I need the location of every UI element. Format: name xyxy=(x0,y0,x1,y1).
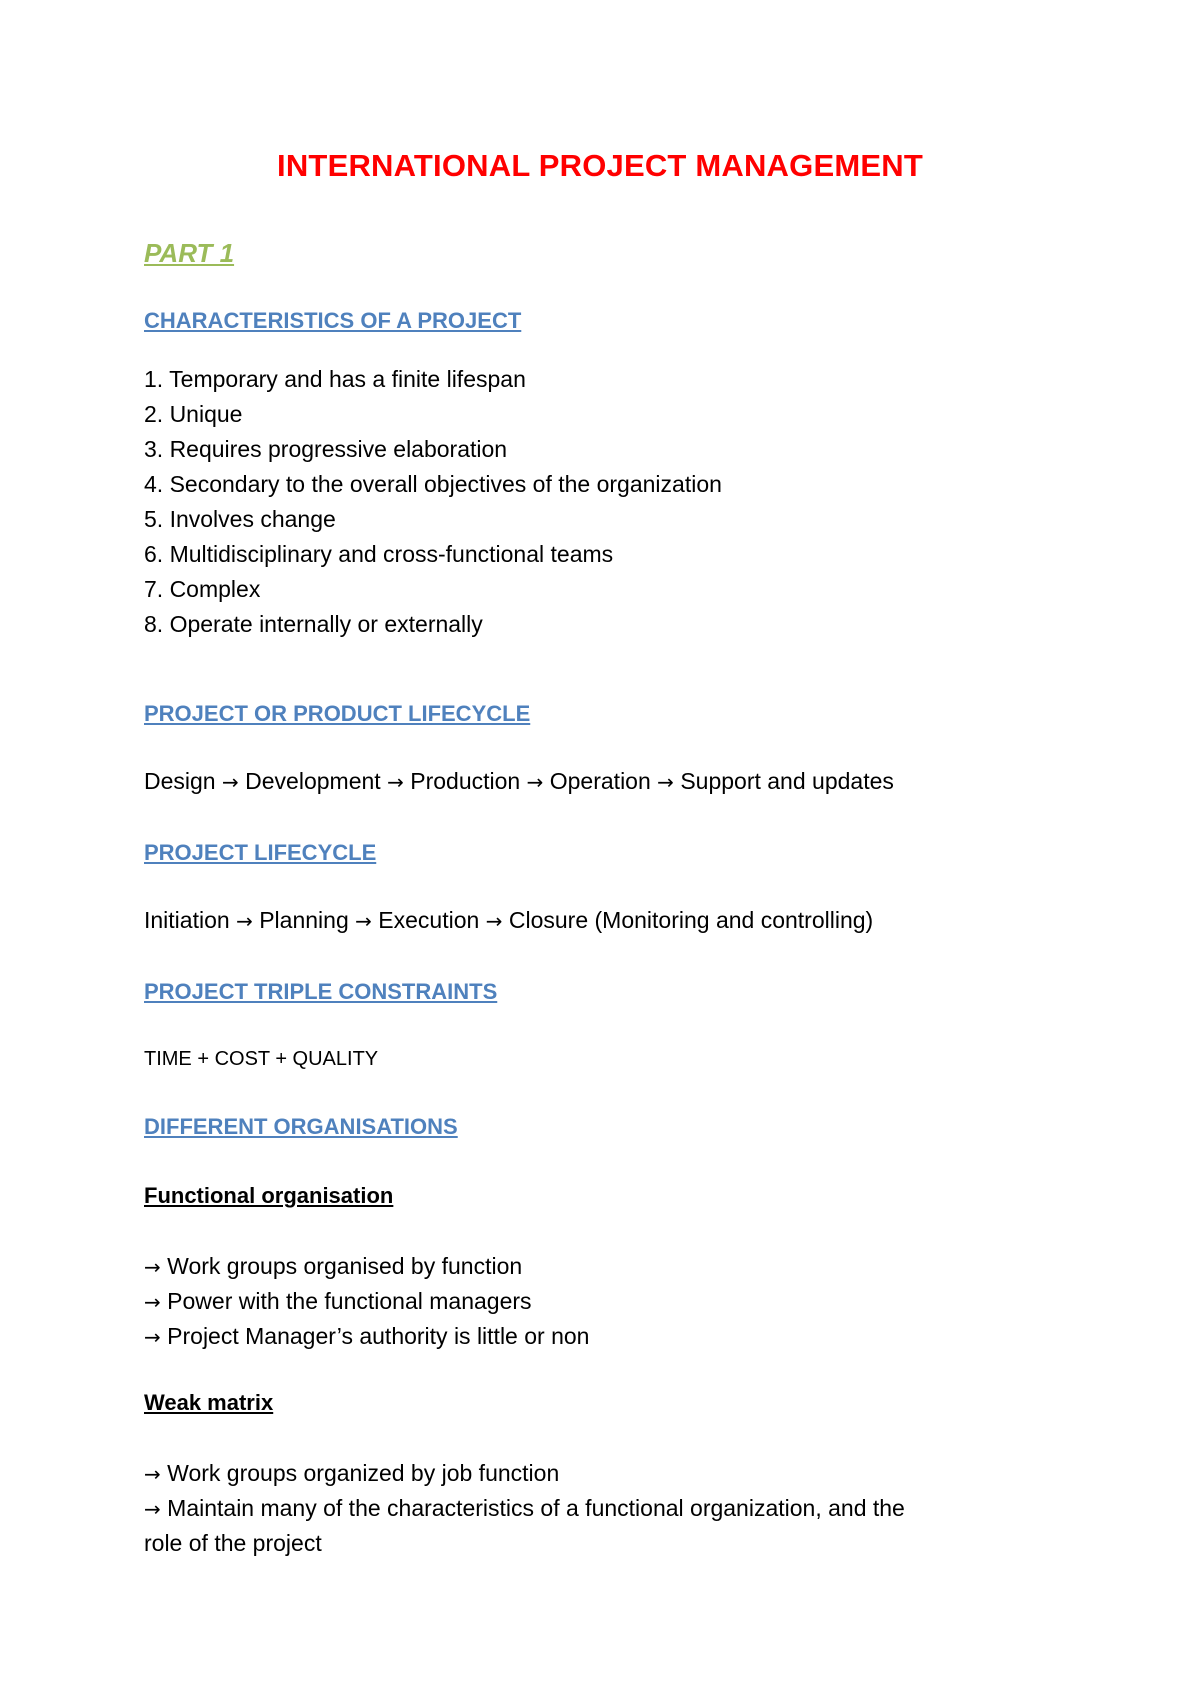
list-item: → Power with the functional managers xyxy=(144,1288,532,1314)
arrow-right-icon: → xyxy=(526,770,544,794)
list-item: 1. Temporary and has a finite lifespan xyxy=(144,366,526,392)
functional-organisation-title: Functional organisation xyxy=(144,1183,394,1208)
list-item: 6. Multidisciplinary and cross-functional teams xyxy=(144,541,614,567)
flow-step: Initiation xyxy=(144,907,230,933)
organisations-heading: DIFFERENT ORGANISATIONS xyxy=(144,1114,458,1139)
list-item: 5. Involves change xyxy=(144,506,336,532)
arrow-right-icon: → xyxy=(236,909,253,933)
product-lifecycle-heading: PROJECT OR PRODUCT LIFECYCLE xyxy=(144,701,531,726)
arrow-right-icon: → xyxy=(144,1290,161,1314)
arrow-right-icon: → xyxy=(144,1255,161,1279)
list-item: → Work groups organized by job function xyxy=(144,1460,560,1486)
arrow-right-icon: → xyxy=(144,1462,161,1486)
product-lifecycle-flow xyxy=(144,768,894,795)
arrow-right-icon: → xyxy=(485,909,503,933)
list-item: 2. Unique xyxy=(144,401,243,427)
arrow-right-icon: → xyxy=(144,1497,161,1521)
list-item: → Project Manager’s authority is little or non xyxy=(144,1323,590,1349)
arrow-right-icon: → xyxy=(387,770,404,794)
flow-step: Development xyxy=(245,768,381,794)
project-lifecycle-flow xyxy=(144,907,873,934)
characteristics-heading: CHARACTERISTICS OF A PROJECT xyxy=(144,308,522,333)
arrow-right-icon: → xyxy=(355,909,372,933)
list-item: 4. Secondary to the overall objectives of the organization xyxy=(144,471,722,497)
part-label: PART 1 xyxy=(144,238,235,268)
flow-step: Operation xyxy=(549,768,651,794)
flow-step: Planning xyxy=(259,907,349,933)
list-item: → Maintain many of the characteristics of a functional organization, and the xyxy=(144,1495,905,1521)
triple-constraints-text: TIME + COST + QUALITY xyxy=(144,1048,379,1070)
project-lifecycle-heading: PROJECT LIFECYCLE xyxy=(144,840,377,865)
weak-matrix-title: Weak matrix xyxy=(144,1390,274,1415)
weak-matrix-points xyxy=(144,1456,905,1561)
list-item: role of the project xyxy=(144,1530,322,1556)
flow-step: Production xyxy=(410,768,521,794)
arrow-right-icon: → xyxy=(657,770,674,794)
flow-step: Support and updates xyxy=(680,768,894,794)
arrow-right-icon: → xyxy=(222,770,239,794)
triple-constraints-heading: PROJECT TRIPLE CONSTRAINTS xyxy=(144,979,498,1004)
list-item: 8. Operate internally or externally xyxy=(144,611,483,637)
flow-step: Execution xyxy=(378,907,480,933)
arrow-right-icon: → xyxy=(144,1325,161,1349)
document-title: INTERNATIONAL PROJECT MANAGEMENT xyxy=(277,148,923,183)
characteristics-list xyxy=(144,362,722,642)
list-item: 3. Requires progressive elaboration xyxy=(144,436,508,462)
flow-step: Closure (Monitoring and controlling) xyxy=(508,907,874,933)
functional-organisation-points xyxy=(144,1249,589,1354)
flow-step: Design xyxy=(144,768,216,794)
list-item: → Work groups organised by function xyxy=(144,1253,523,1279)
list-item: 7. Complex xyxy=(144,576,261,602)
